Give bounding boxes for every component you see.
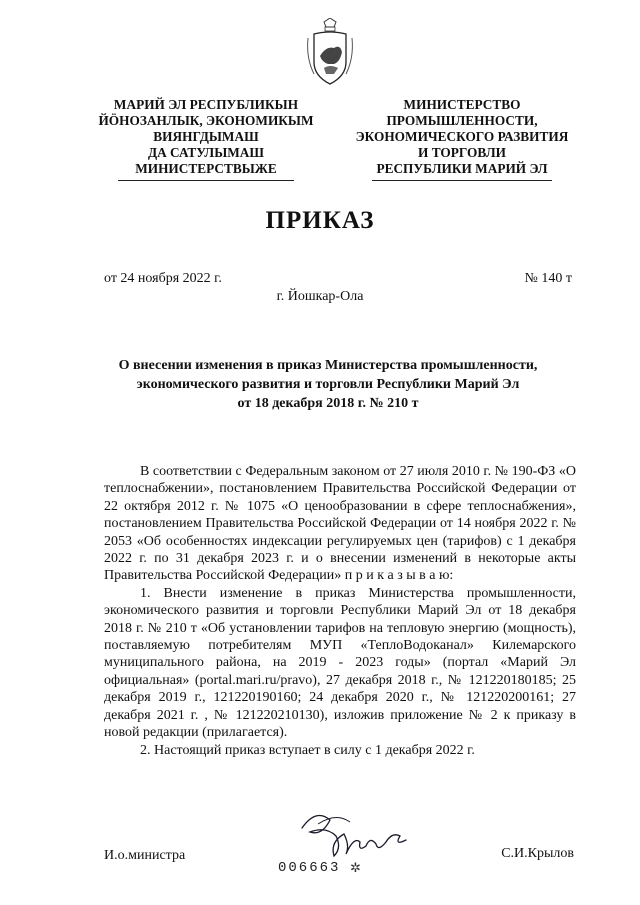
header-left-line: ВИЯНГДЫМАШ xyxy=(153,129,259,144)
header-left-rule xyxy=(118,180,294,181)
header-ministry-russian xyxy=(342,97,582,177)
header-right-line: ЭКОНОМИЧЕСКОГО РАЗВИТИЯ xyxy=(355,129,569,144)
subject-line: О внесении изменения в приказ Министерства промышленности, xyxy=(118,358,538,373)
serial-number: 006663 xyxy=(278,860,341,876)
header-right-line: РЕСПУБЛИКИ МАРИЙ ЭЛ xyxy=(376,161,548,176)
subject-line: экономического развития и торговли Республики Марий Эл xyxy=(136,377,520,392)
header-right-line: ПРОМЫШЛЕННОСТИ, xyxy=(386,113,538,128)
document-subject xyxy=(80,356,576,413)
header-right-line: И ТОРГОВЛИ xyxy=(418,145,506,160)
seal-mark-icon: ✲ xyxy=(350,860,361,875)
header-left-line: МИНИСТЕРСТВЫЖЕ xyxy=(135,161,277,176)
header-left-line: ЙӦНОЗАНЛЫК, ЭКОНОМИКЫМ xyxy=(98,113,314,128)
document-city: г. Йошкар-Ола xyxy=(276,289,364,304)
header-left-line: ДА САТУЛЫМАШ xyxy=(147,145,265,160)
document-number: № 140 т xyxy=(524,271,572,286)
header-left-line: МАРИЙ ЭЛ РЕСПУБЛИКЫН xyxy=(113,97,299,112)
header-right-line: МИНИСТЕРСТВО xyxy=(403,97,521,112)
body-paragraph: 2. Настоящий приказ вступает в силу с 1 декабря 2022 г. xyxy=(140,742,475,758)
signatory-name: С.И.Крылов xyxy=(501,846,574,861)
document-title: ПРИКАЗ xyxy=(265,207,375,234)
header-right-rule xyxy=(372,180,552,181)
header-ministry-mari xyxy=(90,97,322,177)
coat-of-arms-icon xyxy=(304,18,356,88)
document-body xyxy=(104,463,576,759)
body-paragraph: 1. Внести изменение в приказ Министерства промышленности, экономического развития и торговли Республики Марий Эл от 18 декабря 2018 г. № 210 т «Об установлении тарифов на тепловую энергию (мощность), поставляемую потребителям МУП «ТеплоВодоканал» Килемарского муниципального района, на 2019 - 2023 годы» (портал «Марий Эл официальная» (portal.mari.ru/pravo), 27 декабря 2018 г., № 121220180185; 25 декабря 2019 г., 121220190160; 24 декабря 2020 г., № 121220200161; 27 декабря 2021 г. , № 121220210130), изложив приложение № 2 к приказу в новой редакции (прилагается). xyxy=(104,585,576,741)
document-date: от 24 ноября 2022 г. xyxy=(104,271,222,286)
subject-line: от 18 декабря 2018 г. № 210 т xyxy=(237,396,419,411)
body-paragraph: В соответствии с Федеральным законом от 27 июля 2010 г. № 190-ФЗ «О теплоснабжении», постановлением Правительства Российской Федерации от 22 октября 2012 г. № 1075 «О ценообразовании в сфере теплоснабжения», постановлением Правительства Российской Федерации от 14 ноября 2022 г. № 2053 «Об особенностях индексации регулируемых цен (тарифов) с 1 декабря 2022 г. по 31 декабря 2023 г. и о внесении изменений в некоторые акты Правительства Российской Федерации» п р и к а з ы в а ю: xyxy=(104,464,576,584)
handwritten-signature-icon xyxy=(296,806,416,864)
signatory-title: И.о.министра xyxy=(104,848,186,863)
